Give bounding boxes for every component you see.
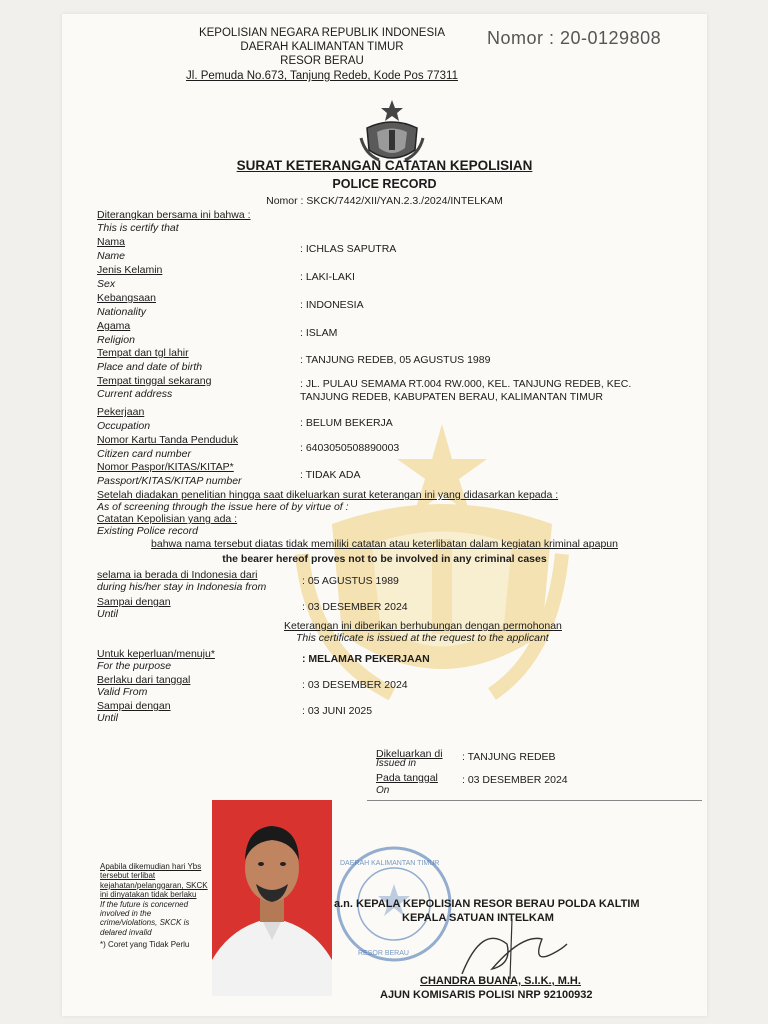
validity-note-text-en: If the future is concerned involved in the crime/violations, SKCK is delared invalid bbox=[100, 899, 190, 937]
issued-at-label: Dikeluarkan di bbox=[376, 748, 443, 760]
serial-number: Nomor : 20-0129808 bbox=[487, 28, 662, 48]
valid-until-label-en: Until bbox=[97, 712, 119, 724]
purpose-label-en: For the purpose bbox=[97, 660, 172, 672]
record-label-en: Existing Police record bbox=[97, 525, 198, 537]
field-value-address: : JL. PULAU SEMAMA RT.004 RW.000, KEL. TANJUNG REDEB, KEC. bbox=[300, 378, 632, 390]
field-label-en: Occupation bbox=[97, 420, 151, 432]
header-region: DAERAH KALIMANTAN TIMUR bbox=[240, 41, 404, 53]
request-text: Keterangan ini diberikan berhubungan dengan permohonan bbox=[284, 620, 562, 632]
field-value-name: : ICHLAS SAPUTRA bbox=[300, 243, 397, 255]
field-label-en: Religion bbox=[97, 334, 135, 346]
finding-text: bahwa nama tersebut diatas tidak memiliki catatan atau keterlibatan dalam kegiatan kriminal apapun bbox=[151, 538, 618, 550]
valid-until-value: : 03 JUNI 2025 bbox=[302, 705, 373, 717]
stamp-top-text: DAERAH KALIMANTAN TIMUR bbox=[340, 860, 440, 867]
police-record-document bbox=[62, 14, 707, 1016]
signature-divider bbox=[367, 800, 702, 801]
field-value-religion: : ISLAM bbox=[300, 327, 338, 339]
purpose-value: : MELAMAR PEKERJAAN bbox=[302, 653, 430, 665]
field-value-occupation: : BELUM BEKERJA bbox=[300, 417, 393, 429]
field-label-en: Citizen card number bbox=[97, 448, 191, 460]
stay-from-label-en: during his/her stay in Indonesia from bbox=[97, 581, 267, 593]
field-value-address-line2: TANJUNG REDEB, KABUPATEN BERAU, KALIMANTAN TIMUR bbox=[300, 391, 603, 403]
header-resort: RESOR BERAU bbox=[280, 55, 364, 67]
valid-from-label-en: Valid From bbox=[97, 686, 148, 698]
purpose-label: Untuk keperluan/menuju* bbox=[97, 648, 215, 660]
field-value-birth: : TANJUNG REDEB, 05 AGUSTUS 1989 bbox=[300, 354, 491, 366]
intro-label: Diterangkan bersama ini bahwa : bbox=[97, 209, 251, 221]
field-label-en: Current address bbox=[97, 388, 173, 400]
document-subtitle: POLICE RECORD bbox=[332, 177, 437, 191]
signature-scribble-icon bbox=[452, 914, 572, 984]
stay-until-label: Sampai dengan bbox=[97, 596, 171, 608]
person-photo-icon bbox=[212, 800, 332, 996]
stay-until-value: : 03 DESEMBER 2024 bbox=[302, 601, 408, 613]
valid-until-label: Sampai dengan bbox=[97, 700, 171, 712]
issued-on-label: Pada tanggal bbox=[376, 772, 438, 784]
header-address: Jl. Pemuda No.673, Tanjung Redeb, Kode Pos 77311 bbox=[186, 70, 458, 82]
screening-text: Setelah diadakan penelitian hingga saat dikeluarkan surat keterangan ini yang didasarkan kepada : bbox=[97, 489, 559, 501]
request-text-en: This certificate is issued at the request to the applicant bbox=[296, 632, 549, 644]
valid-from-value: : 03 DESEMBER 2024 bbox=[302, 679, 408, 691]
applicant-photo bbox=[212, 800, 332, 996]
field-label: Tempat tinggal sekarang bbox=[97, 375, 212, 387]
field-label: Jenis Kelamin bbox=[97, 264, 163, 276]
field-label: Pekerjaan bbox=[97, 406, 145, 418]
document-title: SURAT KETERANGAN CATATAN KEPOLISIAN bbox=[236, 158, 533, 173]
field-value-passport: : TIDAK ADA bbox=[300, 469, 361, 481]
validity-note-text: Apabila dikemudian hari Ybs tersebut terlibat kejahatan/pelanggaran, SKCK ini dinyatakan tidak berlaku bbox=[100, 862, 208, 900]
header-institution: KEPOLISIAN NEGARA REPUBLIK INDONESIA bbox=[198, 27, 446, 39]
signature-unit: KEPALA SATUAN INTELKAM bbox=[402, 912, 554, 924]
stay-from-label: selama ia berada di Indonesia dari bbox=[97, 569, 258, 581]
field-label: Agama bbox=[97, 320, 131, 332]
field-label: Nomor Kartu Tanda Penduduk bbox=[97, 434, 239, 446]
field-label-en: Name bbox=[97, 250, 126, 262]
field-label: Tempat dan tgl lahir bbox=[97, 347, 189, 359]
field-label: Nama bbox=[97, 236, 126, 248]
field-label-en: Nationality bbox=[97, 306, 147, 318]
field-label-en: Place and date of birth bbox=[97, 361, 203, 373]
issued-at-value: : TANJUNG REDEB bbox=[462, 751, 556, 763]
footnote: *) Coret yang Tidak Perlu bbox=[100, 940, 190, 950]
valid-from-label: Berlaku dari tanggal bbox=[97, 674, 191, 686]
stay-from-value: : 05 AGUSTUS 1989 bbox=[302, 575, 399, 587]
record-label: Catatan Kepolisian yang ada : bbox=[97, 513, 238, 525]
screening-text-en: As of screening through the issue here of by virtue of : bbox=[97, 501, 349, 513]
signatory-rank: AJUN KOMISARIS POLISI NRP 92100932 bbox=[380, 989, 593, 1001]
issued-at-label-en: Issued in bbox=[376, 758, 417, 769]
signatory-name: CHANDRA BUANA, S.I.K., M.H. bbox=[420, 975, 581, 987]
stamp-bottom-text: RESOR BERAU bbox=[358, 950, 409, 957]
validity-note bbox=[100, 862, 208, 950]
finding-text-en: the bearer hereof proves not to be involved in any criminal cases bbox=[222, 553, 547, 565]
intro-label-en: This is certify that bbox=[97, 222, 179, 234]
document-number: Nomor : SKCK/7442/XII/YAN.2.3./2024/INTELKAM bbox=[266, 195, 503, 207]
field-label-en: Passport/KITAS/KITAP number bbox=[97, 475, 242, 487]
field-value-sex: : LAKI-LAKI bbox=[300, 271, 355, 283]
field-label: Nomor Paspor/KITAS/KITAP* bbox=[97, 461, 234, 473]
issued-on-value: : 03 DESEMBER 2024 bbox=[462, 774, 568, 786]
field-label-en: Sex bbox=[97, 278, 116, 290]
field-value-nationality: : INDONESIA bbox=[300, 299, 364, 311]
field-value-id-card: : 6403050508890003 bbox=[300, 442, 400, 454]
issued-on-label-en: On bbox=[376, 785, 390, 796]
field-label: Kebangsaan bbox=[97, 292, 156, 304]
stay-until-label-en: Until bbox=[97, 608, 119, 620]
signature-on-behalf: a.n. KEPALA KEPOLISIAN RESOR BERAU POLDA KALTIM bbox=[334, 898, 640, 910]
